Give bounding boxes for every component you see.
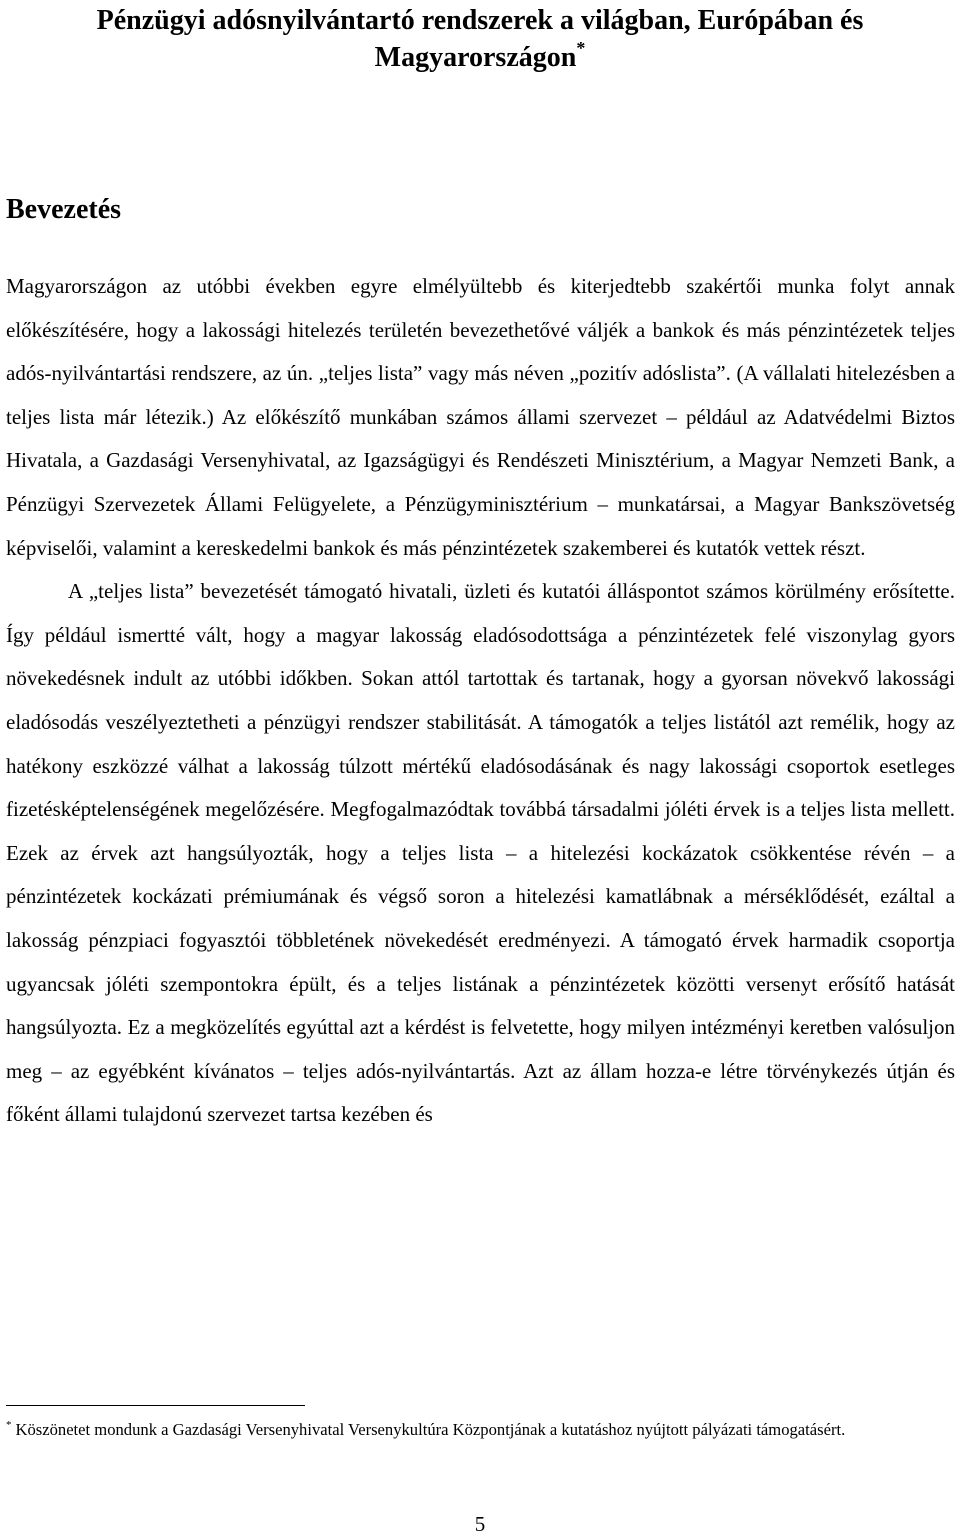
body-text — [6, 265, 955, 1137]
page-number: 5 — [474, 1512, 486, 1536]
title-line-2: Magyarországon — [374, 42, 577, 73]
title-line-1: Pénzügyi adósnyilvántartó rendszerek a világban, Európában és — [96, 5, 864, 36]
footnote — [6, 1417, 958, 1443]
section-heading: Bevezetés — [6, 194, 122, 225]
footnote-marker: * — [6, 1419, 12, 1431]
title-footnote-marker: * — [576, 38, 586, 58]
document-title — [0, 2, 960, 76]
footnote-text: Köszönetet mondunk a Gazdasági Versenyhivatal Versenykultúra Központjának a kutatáshoz nyújtott pályázati támogatásért. — [15, 1420, 846, 1439]
paragraph-1: Magyarországon az utóbbi években egyre elmélyültebb és kiterjedtebb szakértői munka folyt annak előkészítésére, hogy a lakossági hitelezés területén bevezethetővé váljék a bankok és más pénzintézetek teljes adós-nyilvántartási rendszere, az ún. „teljes lista” vagy más néven „pozitív adóslista”. (A vállalati hitelezésben a teljes lista már létezik.) Az előkészítő munkában számos állami szervezet – például az Adatvédelmi Biztos Hivatala, a Gazdasági Versenyhivatal, az Igazságügyi és Rendészeti Minisztérium, a Magyar Nemzeti Bank, a Pénzügyi Szervezetek Állami Felügyelete, a Pénzügyminisztérium – munkatársai, a Magyar Bankszövetség képviselői, valamint a kereskedelmi bankok és más pénzintézetek szakemberei és kutatók vettek részt. — [6, 274, 955, 560]
footnote-divider — [6, 1405, 305, 1406]
paragraph-2: A „teljes lista” bevezetését támogató hivatali, üzleti és kutatói álláspontot számos körülmény erősítette. Így például ismertté vált, hogy a magyar lakosság eladósodottsága a pénzintézetek felé viszonylag gyors növekedésnek indult az utóbbi időkben. Sokan attól tartottak és tartanak, hogy a gyorsan növekvő lakossági eladósodás veszélyeztetheti a pénzügyi rendszer stabilitását. A támogatók a teljes listától azt remélik, hogy az hatékony eszközzé válhat a lakosság túlzott mértékű eladósodásának és nagy lakossági csoportok esetleges fizetésképtelenségének megelőzésére. Megfogalmazódtak továbbá társadalmi jóléti érvek is a teljes lista mellett. Ezek az érvek azt hangsúlyozták, hogy a teljes lista – a hitelezési kockázatok csökkentése révén – a pénzintézetek kockázati prémiumának és végső soron a hitelezési kamatlábnak a mérséklődését, ezáltal a lakosság pénzpiaci fogyasztói többletének növekedését eredményezi. A támogató érvek harmadik csoportja ugyancsak jóléti szempontokra épült, és a teljes listának a pénzintézetek közötti versenyt erősítő hatását hangsúlyozta. Ez a megközelítés egyúttal azt a kérdést is felvetette, hogy milyen intézményi keretben valósuljon meg – az egyébként kívánatos – teljes adós-nyilvántartás. Azt az állam hozza-e létre törvénykezés útján és főként állami tulajdonú szervezet tartsa kezében és — [6, 579, 955, 1127]
